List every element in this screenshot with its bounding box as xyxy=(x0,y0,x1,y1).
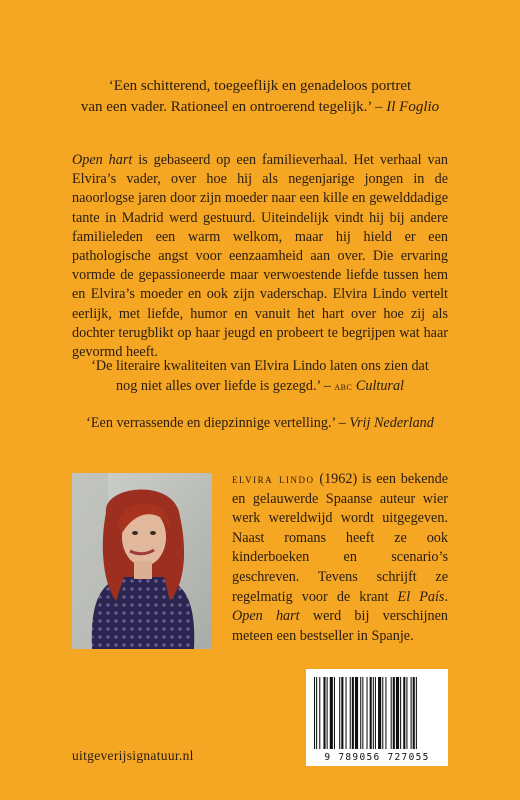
barcode-bar xyxy=(323,677,325,749)
barcode-bar xyxy=(367,677,368,749)
barcode-bar xyxy=(382,677,383,749)
barcode-bar xyxy=(391,677,392,749)
top-review-quote xyxy=(60,76,460,118)
barcode-bar xyxy=(355,677,358,749)
barcode-bar xyxy=(316,677,317,749)
review-1-source-caps: abc xyxy=(334,379,353,393)
barcode-bar xyxy=(319,677,320,749)
barcode-bar xyxy=(352,677,354,749)
review-1-line-1: ‘De literaire kwaliteiten van Elvira Lindo laten ons zien dat xyxy=(91,358,429,374)
barcode-bar xyxy=(413,677,415,749)
barcode-bar xyxy=(393,677,395,749)
barcode-bar xyxy=(403,677,405,749)
barcode-bar xyxy=(339,677,340,749)
barcode-bar xyxy=(385,677,386,749)
description-book-title: Open hart xyxy=(72,152,133,168)
barcode-bar xyxy=(400,677,401,749)
author-bio-book-title: Open hart xyxy=(232,608,300,625)
barcode-bar xyxy=(350,677,351,749)
author-biography xyxy=(232,470,448,646)
author-bio-text-2: . xyxy=(444,588,448,605)
barcode-digits: 9 789056 727055 xyxy=(324,752,430,763)
author-bio-text-3: werd bij verschijnen meteen een bestseller in Spanje. xyxy=(232,608,448,644)
publisher-website: uitgeverijsignatuur.nl xyxy=(72,748,194,763)
review-2-text: ‘Een verrassende en diepzinnige vertelling.’ xyxy=(86,415,336,431)
top-quote-dash: – xyxy=(371,99,387,115)
barcode-bars xyxy=(306,669,448,753)
author-bio-text-1: (1962) is een bekende en gelauwerde Spaanse auteur wier werk wereldwijd wordt uitgegeven. Naast romans heeft ze ook kinderboeken en scenario’s geschreven. Tevens schrijft ze regelmatig voor de krant xyxy=(232,471,448,605)
review-1-dash: – xyxy=(320,378,335,394)
barcode-bar xyxy=(406,677,407,749)
barcode-bar xyxy=(362,677,363,749)
review-2-source: Vrij Nederland xyxy=(349,415,434,431)
top-quote-line-1: ‘Een schitterend, toegeeflijk en genadeloos portret xyxy=(108,78,412,94)
barcode-bar xyxy=(375,677,376,749)
barcode-bar xyxy=(360,677,361,749)
review-1-source-italic: Cultural xyxy=(352,378,404,394)
barcode-bar xyxy=(370,677,372,749)
book-description xyxy=(72,151,448,362)
author-name: elvira lindo xyxy=(232,472,315,486)
barcode-bar xyxy=(334,677,335,749)
barcode-bar xyxy=(396,677,399,749)
description-text: is gebaseerd op een familieverhaal. Het verhaal van Elvira’s vader, over hoe hij als negenjarige jongen in de naoorlogse jaren door zijn moeder naar een kille en gewelddadige tante in Madrid werd gestuurd. Uiteindelijk vindt hij bij andere familieleden een warm welkom, maar hij hield er een pathologische angst voor eenzaamheid aan over. Die ervaring vormde de gepassioneerde maar verwoestende liefde tussen hem en Elvira’s moeder en ook zijn vaderschap. Elvira Lindo vertelt eerlijk, met liefde, humor en vanuit het hart over hoe zij als dochter terugblikt op haar jeugd en probeert te begrijpen wat haar gevormd heeft. xyxy=(72,152,448,361)
author-photo xyxy=(72,473,212,649)
review-2-dash: – xyxy=(335,415,350,431)
review-quote-abc-cultural xyxy=(72,356,448,396)
barcode-bar xyxy=(341,677,343,749)
barcode-bar xyxy=(330,677,333,749)
isbn-barcode xyxy=(306,669,448,766)
author-bio-newspaper: El País xyxy=(397,588,445,605)
barcode-bar xyxy=(327,677,328,749)
top-quote-line-2: van een vader. Rationeel en ontroerend tegelijk.’ xyxy=(80,99,372,115)
barcode-bar xyxy=(346,677,347,749)
barcode-bar xyxy=(411,677,412,749)
barcode-bar xyxy=(378,677,381,749)
review-1-line-2: nog niet alles over liefde is gezegd.’ xyxy=(116,378,321,394)
barcode-bar xyxy=(416,677,417,749)
barcode-bar xyxy=(373,677,374,749)
top-quote-source: Il Foglio xyxy=(386,99,440,115)
barcode-bar xyxy=(314,677,315,749)
review-quote-vrij-nederland xyxy=(72,413,448,433)
